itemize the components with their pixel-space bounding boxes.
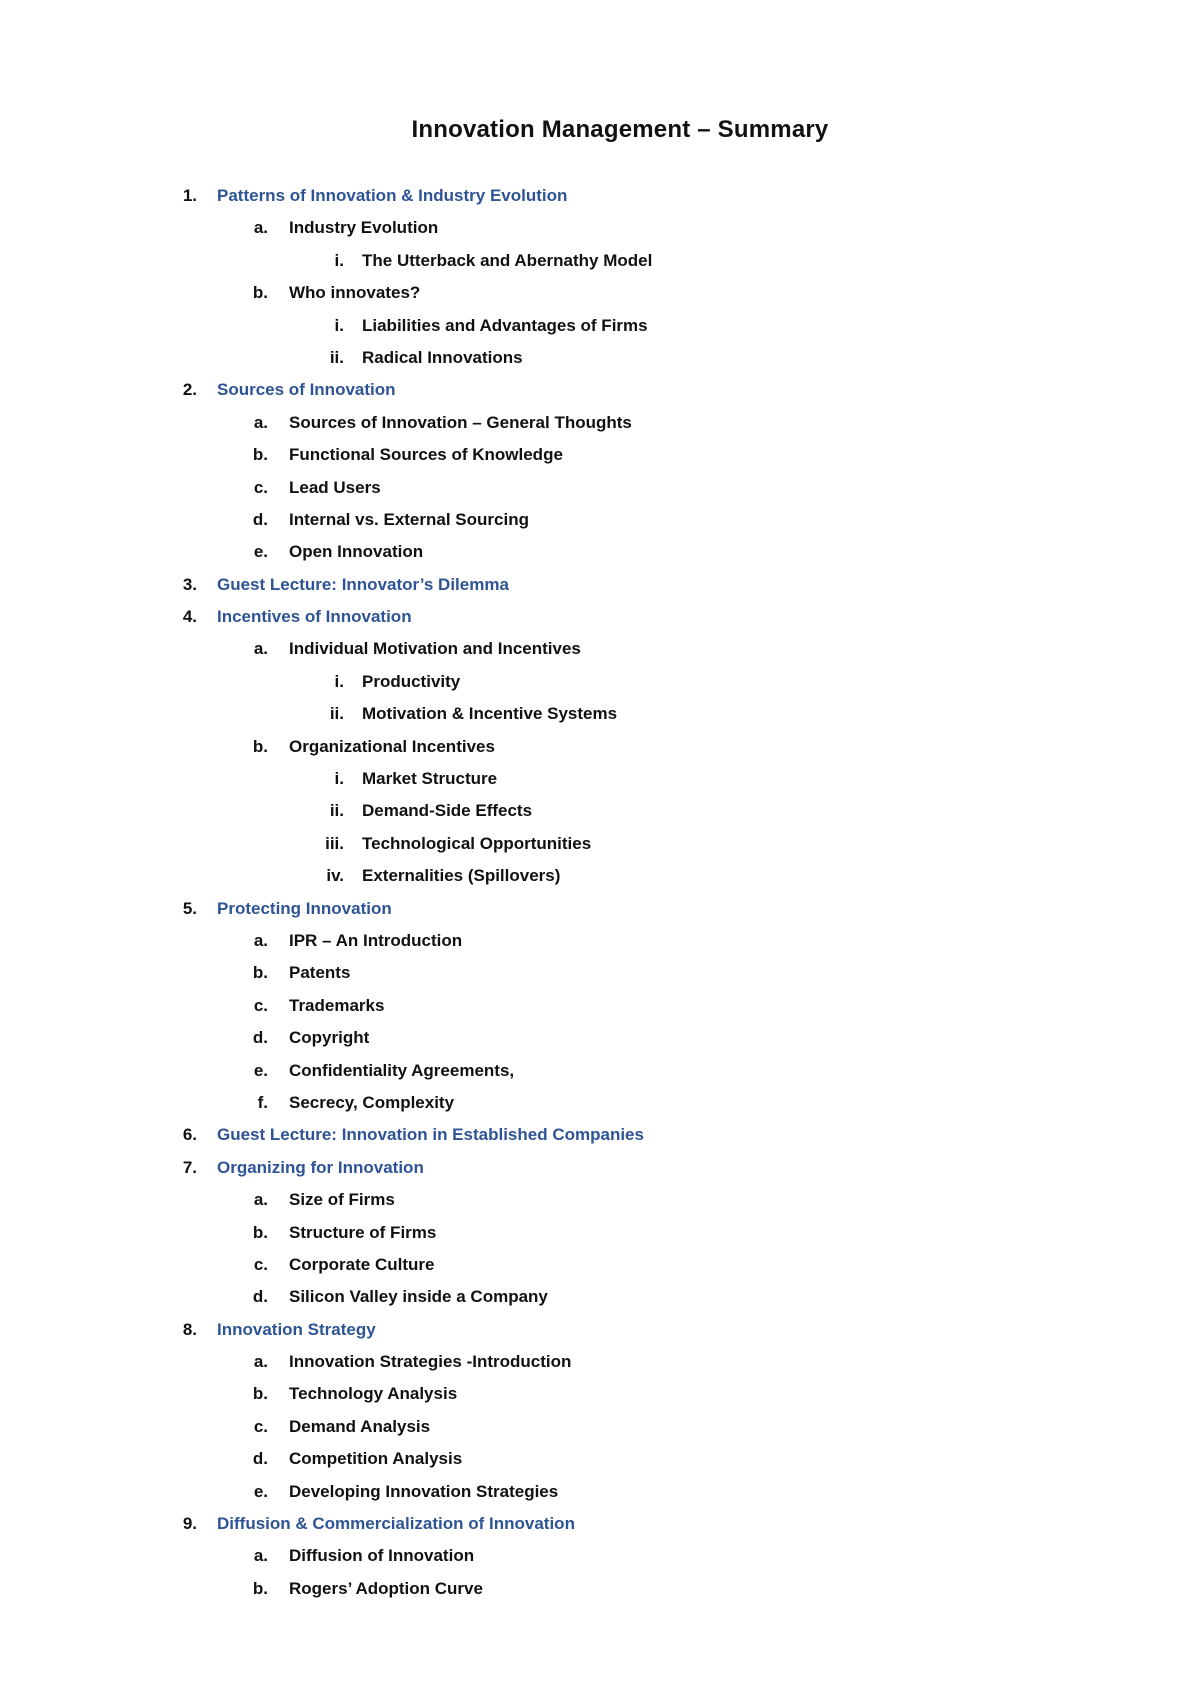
subsection-item — [0, 639, 1200, 671]
list-marker: 1. — [182, 186, 197, 205]
list-item-text: Sources of Innovation — [217, 380, 396, 400]
list-item-text: Diffusion & Commercialization of Innovation — [217, 1514, 575, 1534]
list-marker: ii. — [329, 801, 344, 821]
list-item-text: Demand-Side Effects — [362, 801, 533, 821]
list-marker: a. — [253, 639, 268, 659]
list-item-text: Corporate Culture — [289, 1254, 435, 1274]
list-marker: 8. — [182, 1319, 197, 1339]
list-marker: e. — [253, 542, 268, 562]
document-title: Innovation Management – Summary — [411, 116, 829, 143]
list-marker: c. — [253, 477, 268, 497]
list-item-text: Internal vs. External Sourcing — [289, 509, 529, 529]
table-of-contents — [0, 186, 1200, 1611]
list-marker: b. — [252, 1222, 268, 1242]
list-marker: 4. — [182, 607, 197, 627]
list-marker: e. — [253, 1481, 268, 1501]
list-item-text: Diffusion of Innovation — [289, 1546, 475, 1566]
list-marker: 9. — [182, 1514, 197, 1534]
list-marker: b. — [252, 283, 268, 303]
subsection-item — [0, 1579, 1200, 1611]
list-marker: b. — [252, 1578, 268, 1598]
list-marker: iii. — [325, 833, 344, 853]
list-item-text: Size of Firms — [289, 1190, 395, 1210]
list-item-text: Secrecy, Complexity — [289, 1092, 455, 1112]
list-marker: c. — [253, 995, 268, 1015]
section-heading — [0, 186, 1200, 218]
list-marker: d. — [252, 509, 268, 529]
list-item-text: Developing Innovation Strategies — [289, 1481, 559, 1501]
subsection-item — [0, 1190, 1200, 1222]
list-item-text: Individual Motivation and Incentives — [289, 639, 581, 659]
list-item-text: Liabilities and Advantages of Firms — [362, 315, 648, 335]
section-heading — [0, 1320, 1200, 1352]
list-item-text: Guest Lecture: Innovator’s Dilemma — [217, 574, 509, 594]
list-item-text: Patterns of Innovation & Industry Evolution — [217, 186, 568, 205]
list-item-text: The Utterback and Abernathy Model — [362, 250, 653, 270]
list-marker: ii. — [329, 347, 344, 367]
subsection-item — [0, 1255, 1200, 1287]
subsection-item — [0, 1061, 1200, 1093]
list-item-text: Incentives of Innovation — [217, 607, 412, 627]
list-item-text: Confidentiality Agreements, — [289, 1060, 515, 1080]
list-item-text: Rogers’ Adoption Curve — [289, 1578, 483, 1598]
list-marker: iv. — [326, 866, 344, 886]
subsection-item — [0, 1223, 1200, 1255]
list-item-text: Radical Innovations — [362, 347, 523, 367]
list-marker: a. — [253, 1546, 268, 1566]
subsection-item — [0, 218, 1200, 250]
list-marker: d. — [252, 1449, 268, 1469]
list-marker: a. — [253, 412, 268, 432]
list-marker: 2. — [182, 380, 197, 400]
list-item-text: Sources of Innovation – General Thoughts — [289, 412, 632, 432]
subsection-item — [0, 1287, 1200, 1319]
list-marker: a. — [253, 930, 268, 950]
list-marker: i. — [334, 315, 344, 335]
list-item-text: Protecting Innovation — [217, 898, 392, 918]
list-item-text: Structure of Firms — [289, 1222, 437, 1242]
subsection-item — [0, 737, 1200, 769]
list-item-text: Technology Analysis — [289, 1384, 458, 1404]
list-item-text: Market Structure — [362, 769, 498, 789]
section-heading — [0, 575, 1200, 607]
subsection-item — [0, 996, 1200, 1028]
list-item-text: Productivity — [362, 671, 461, 691]
list-item-text: Trademarks — [289, 995, 385, 1015]
list-item-text: Motivation & Incentive Systems — [362, 704, 618, 724]
section-heading — [0, 1158, 1200, 1190]
section-heading — [0, 899, 1200, 931]
subsection-item — [0, 542, 1200, 574]
subsection-item — [0, 1028, 1200, 1060]
subsection-item — [0, 283, 1200, 315]
list-marker: f. — [257, 1092, 268, 1112]
subsubsection-item — [0, 769, 1200, 801]
list-item-text: Technological Opportunities — [362, 833, 592, 853]
subsection-item — [0, 1093, 1200, 1125]
list-marker: e. — [253, 1060, 268, 1080]
list-item-text: Competition Analysis — [289, 1449, 463, 1469]
list-item-text: Guest Lecture: Innovation in Established Companies — [217, 1125, 644, 1145]
list-item-text: Innovation Strategies -Introduction — [289, 1352, 572, 1372]
list-marker: c. — [253, 1416, 268, 1436]
subsubsection-item — [0, 834, 1200, 866]
list-marker: 7. — [182, 1157, 197, 1177]
list-item-text: Functional Sources of Knowledge — [289, 445, 563, 465]
list-marker: 3. — [182, 574, 197, 594]
list-marker: 5. — [182, 898, 197, 918]
section-heading — [0, 1514, 1200, 1546]
subsubsection-item — [0, 348, 1200, 380]
list-item-text: Organizing for Innovation — [217, 1157, 424, 1177]
subsection-item — [0, 1352, 1200, 1384]
list-item-text: Copyright — [289, 1028, 370, 1048]
subsubsection-item — [0, 316, 1200, 348]
list-marker: d. — [252, 1028, 268, 1048]
list-item-text: Lead Users — [289, 477, 381, 497]
list-marker: i. — [334, 250, 344, 270]
list-item-text: Industry Evolution — [289, 218, 439, 238]
list-marker: ii. — [329, 704, 344, 724]
list-marker: a. — [253, 1190, 268, 1210]
list-marker: a. — [253, 1352, 268, 1372]
list-marker: c. — [253, 1254, 268, 1274]
subsubsection-item — [0, 251, 1200, 283]
subsubsection-item — [0, 672, 1200, 704]
list-item-text: Externalities (Spillovers) — [362, 866, 561, 886]
list-item-text: Silicon Valley inside a Company — [289, 1287, 548, 1307]
list-item-text: IPR – An Introduction — [289, 930, 463, 950]
subsection-item — [0, 963, 1200, 995]
subsection-item — [0, 510, 1200, 542]
subsection-item — [0, 1546, 1200, 1578]
subsection-item — [0, 413, 1200, 445]
list-item-text: Organizational Incentives — [289, 736, 495, 756]
list-marker: b. — [252, 736, 268, 756]
section-heading — [0, 607, 1200, 639]
subsubsection-item — [0, 801, 1200, 833]
subsection-item — [0, 445, 1200, 477]
subsection-item — [0, 1449, 1200, 1481]
subsection-item — [0, 478, 1200, 510]
subsection-item — [0, 1384, 1200, 1416]
subsubsection-item — [0, 704, 1200, 736]
list-item-text: Innovation Strategy — [217, 1319, 376, 1339]
section-heading — [0, 380, 1200, 412]
subsubsection-item — [0, 866, 1200, 898]
list-marker: b. — [252, 445, 268, 465]
list-item-text: Patents — [289, 963, 351, 983]
section-heading — [0, 1125, 1200, 1157]
list-marker: b. — [252, 1384, 268, 1404]
list-marker: d. — [252, 1287, 268, 1307]
list-item-text: Who innovates? — [289, 283, 421, 303]
list-marker: 6. — [182, 1125, 197, 1145]
list-marker: i. — [334, 671, 344, 691]
list-item-text: Demand Analysis — [289, 1416, 431, 1436]
list-item-text: Open Innovation — [289, 542, 424, 562]
subsection-item — [0, 1417, 1200, 1449]
subsection-item — [0, 1482, 1200, 1514]
subsection-item — [0, 931, 1200, 963]
list-marker: i. — [334, 769, 344, 789]
list-marker: b. — [252, 963, 268, 983]
list-marker: a. — [253, 218, 268, 238]
